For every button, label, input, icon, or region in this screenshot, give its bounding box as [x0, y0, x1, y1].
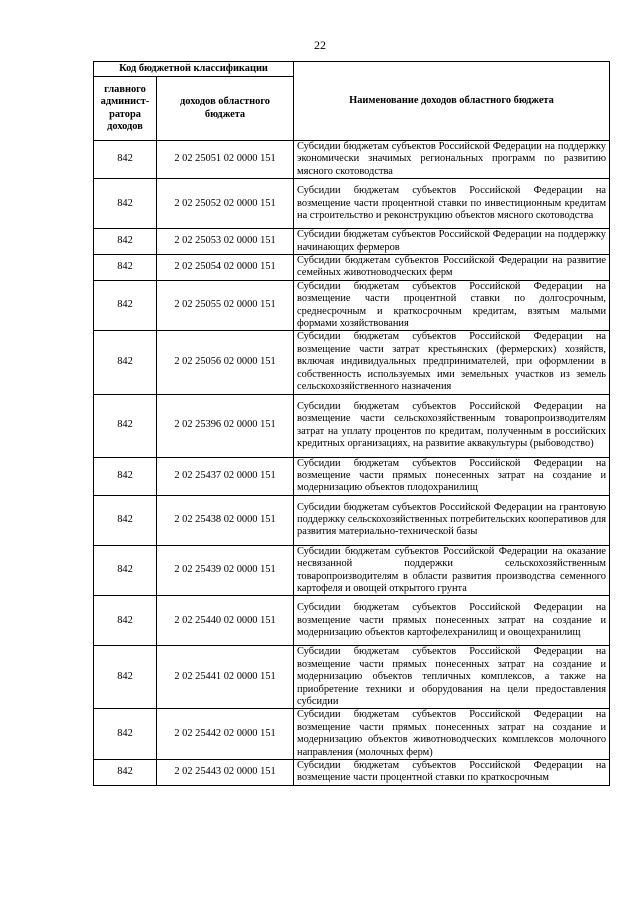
- admin-code: 842: [94, 457, 157, 495]
- revenue-code: 2 02 25053 02 0000 151: [157, 229, 294, 255]
- admin-code: 842: [94, 255, 157, 281]
- revenue-code: 2 02 25052 02 0000 151: [157, 179, 294, 229]
- revenue-name: Субсидии бюджетам субъектов Российской Федерации на оказание несвязанной поддержки сельскохозяйственным товаропроизводителям в области развития производства семенного картофеля и овощей открытого грунта: [294, 545, 610, 596]
- revenue-name: Субсидии бюджетам субъектов Российской Федерации на возмещение части прямых понесенных затрат на создание и модернизацию объектов тепличных комплексов, а также на приобретение техники и оборудования на цели предоставления субсидии: [294, 646, 610, 709]
- admin-code: 842: [94, 596, 157, 646]
- header-classification-code: Код бюджетной классификации: [94, 62, 294, 77]
- table-row: [94, 760, 610, 786]
- revenue-name: Субсидии бюджетам субъектов Российской Федерации на возмещение части прямых понесенных затрат на создание и модернизацию объектов картофелехранилищ и овощехранилищ: [294, 596, 610, 646]
- admin-code: 842: [94, 280, 157, 331]
- table-row: [94, 495, 610, 545]
- header-name: Наименование доходов областного бюджета: [294, 62, 610, 141]
- admin-code: 842: [94, 495, 157, 545]
- admin-code: 842: [94, 141, 157, 179]
- revenue-name: Субсидии бюджетам субъектов Российской Федерации на возмещение части процентной ставки по долгосрочным, среднесрочным и краткосрочным кредитам, взятым малыми формами хозяйствования: [294, 280, 610, 331]
- revenue-name: Субсидии бюджетам субъектов Российской Федерации на возмещение части процентной ставки по инвестиционным кредитам на строительство и реконструкцию объектов мясного скотоводства: [294, 179, 610, 229]
- revenue-code: 2 02 25396 02 0000 151: [157, 394, 294, 457]
- table-row: [94, 179, 610, 229]
- table-row: [94, 255, 610, 281]
- admin-code: 842: [94, 760, 157, 786]
- revenue-code: 2 02 25439 02 0000 151: [157, 545, 294, 596]
- revenue-code: 2 02 25443 02 0000 151: [157, 760, 294, 786]
- table-row: [94, 457, 610, 495]
- revenue-code: 2 02 25438 02 0000 151: [157, 495, 294, 545]
- revenue-name: Субсидии бюджетам субъектов Российской Федерации на возмещение части сельскохозяйственным товаропроизводителям затрат на уплату процентов по кредитам, полученным в российских кредитных организациях, на развитие аквакультуры (рыбоводство): [294, 394, 610, 457]
- revenue-name: Субсидии бюджетам субъектов Российской Федерации на возмещение части прямых понесенных затрат на создание и модернизацию объектов плодохранилищ: [294, 457, 610, 495]
- revenue-code: 2 02 25440 02 0000 151: [157, 596, 294, 646]
- table-row: [94, 331, 610, 394]
- page-number: 22: [314, 38, 326, 52]
- admin-code: 842: [94, 545, 157, 596]
- revenue-code: 2 02 25051 02 0000 151: [157, 141, 294, 179]
- table-row: [94, 394, 610, 457]
- revenue-code: 2 02 25056 02 0000 151: [157, 331, 294, 394]
- revenue-code: 2 02 25442 02 0000 151: [157, 709, 294, 760]
- revenue-name: Субсидии бюджетам субъектов Российской Федерации на поддержку экономически значимых региональных программ по развитию мясного скотоводства: [294, 141, 610, 179]
- header-revenue-code: доходов областного бюджета: [157, 77, 294, 141]
- admin-code: 842: [94, 331, 157, 394]
- revenue-name: Субсидии бюджетам субъектов Российской Федерации на поддержку начинающих фермеров: [294, 229, 610, 255]
- revenue-name: Субсидии бюджетам субъектов Российской Федерации на развитие семейных животноводческих ферм: [294, 255, 610, 281]
- table-row: [94, 545, 610, 596]
- table-row: [94, 280, 610, 331]
- revenue-name: Субсидии бюджетам субъектов Российской Федерации на возмещение части процентной ставки по краткосрочным: [294, 760, 610, 786]
- admin-code: 842: [94, 179, 157, 229]
- table-row: [94, 141, 610, 179]
- revenue-name: Субсидии бюджетам субъектов Российской Федерации на грантовую поддержку сельскохозяйственных потребительских кооперативов для развития материально-технической базы: [294, 495, 610, 545]
- admin-code: 842: [94, 229, 157, 255]
- budget-classification-table: [93, 61, 610, 786]
- table-row: [94, 596, 610, 646]
- admin-code: 842: [94, 646, 157, 709]
- revenue-code: 2 02 25437 02 0000 151: [157, 457, 294, 495]
- admin-code: 842: [94, 394, 157, 457]
- admin-code: 842: [94, 709, 157, 760]
- table-row: [94, 229, 610, 255]
- revenue-code: 2 02 25441 02 0000 151: [157, 646, 294, 709]
- table-row: [94, 709, 610, 760]
- revenue-name: Субсидии бюджетам субъектов Российской Федерации на возмещение части затрат крестьянских (фермерских) хозяйств, включая индивидуальных предпринимателей, при оформлении в собственность используемых ими земельных участков из земель сельскохозяйственного назначения: [294, 331, 610, 394]
- table-row: [94, 646, 610, 709]
- revenue-code: 2 02 25054 02 0000 151: [157, 255, 294, 281]
- revenue-code: 2 02 25055 02 0000 151: [157, 280, 294, 331]
- revenue-name: Субсидии бюджетам субъектов Российской Федерации на возмещение части прямых понесенных затрат на создание и модернизацию объектов животноводческих комплексов молочного направления (молочных ферм): [294, 709, 610, 760]
- header-admin: главного админист-ратора доходов: [94, 77, 157, 141]
